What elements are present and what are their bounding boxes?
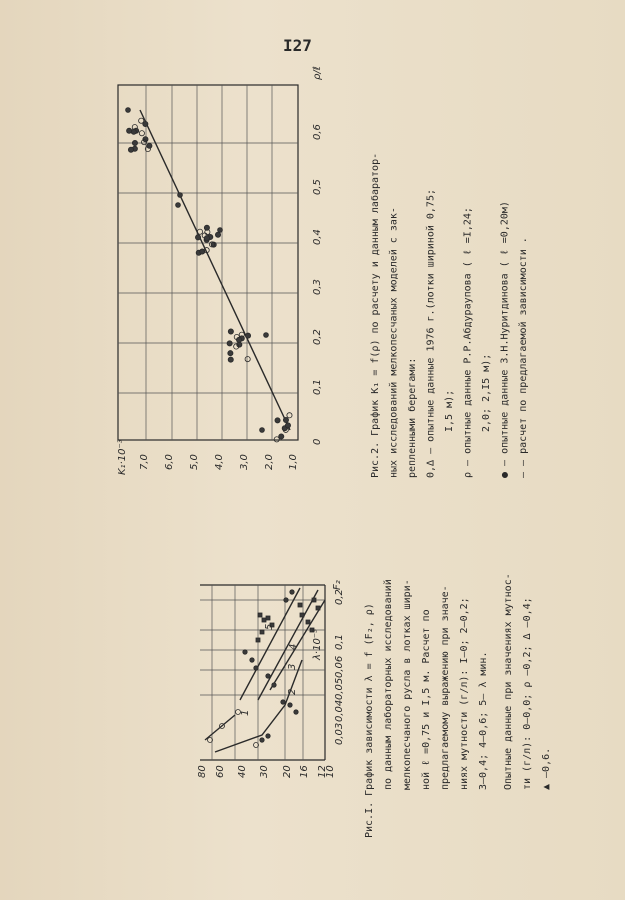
f2-caption-line: 0,∆ – опытные данные 1976 г.(лотки шириной 0,75; [425, 189, 437, 478]
f1-ytick-label: 80 [197, 765, 208, 778]
f2-xtick-label: 0,5 [312, 179, 323, 195]
f1-caption-line: мелкопесчаного русла в лотках шири- [402, 579, 413, 790]
f2-point [227, 341, 232, 346]
f1-xtick-label: 0,05 [334, 677, 345, 700]
f1-point [306, 620, 310, 624]
f1-point [316, 606, 320, 610]
f1-point [243, 650, 247, 654]
f2-point [204, 236, 209, 241]
f2-point [147, 143, 152, 148]
f2-point [279, 434, 284, 439]
f2-xtick-label: 0,4 [312, 229, 323, 245]
f2-point [264, 333, 269, 338]
f1-point [284, 598, 288, 602]
f2-caption-line: — – расчет по предлагаемой зависимости . [518, 237, 529, 478]
f1-xtick-label: 0,1 [334, 634, 345, 650]
f1-curve-label: 3 [287, 663, 298, 670]
f1-ytick-label: 30 [259, 765, 270, 778]
f1-ylabel: λ·10⁻³ [312, 628, 323, 660]
f2-ytick-label: 3,0 [239, 454, 250, 470]
f2-point [139, 131, 144, 136]
f1-curve-label: 1 [240, 709, 251, 716]
f2-point [197, 229, 202, 234]
f1-curve-label: 2 [287, 688, 298, 695]
f1-point [254, 666, 258, 670]
f2-regression-line [140, 110, 290, 430]
f2-ytick-label: 4,0 [214, 454, 225, 470]
f2-xtick-label: 0,1 [312, 379, 323, 395]
f1-point [294, 710, 298, 714]
f2-point [285, 423, 290, 428]
f2-ytick-label: 6,0 [164, 454, 175, 470]
f2-point [132, 140, 137, 145]
f1-point [312, 598, 316, 602]
f2-point [126, 108, 131, 113]
f2-xtick-label: 0 [312, 438, 323, 445]
f1-curve-label: 5 [264, 623, 275, 630]
figure-1 [200, 585, 325, 760]
f1-point [300, 613, 304, 617]
f2-caption-line: ● – опытные данные З.Н.Нуритдинова ( ℓ =0,20м) [499, 201, 511, 478]
f2-point [236, 337, 241, 342]
f2-point [195, 235, 200, 240]
f2-xtick-label: 0,2 [312, 329, 323, 345]
f2-caption-line: репленными берегами: [407, 357, 418, 478]
f2-point [215, 232, 220, 237]
f2-caption-line: ρ – опытные данные Р.Р.Абдураупова ( ℓ =I,24; [462, 207, 474, 478]
f1-xtick-label: 0,03 [334, 722, 345, 745]
f1-caption-line: Рис.I. График зависимости λ = f (F₂, ρ) [364, 603, 375, 838]
f1-ytick-label: 12 [317, 765, 328, 778]
f2-point [228, 329, 233, 334]
f1-caption-line: Опытные данные при значениях мутнос- [503, 573, 514, 790]
f1-ytick-label: 20 [282, 765, 293, 778]
f1-point [250, 658, 254, 662]
f1-point [288, 703, 292, 707]
f2-ytick-label: 7,0 [139, 454, 150, 470]
f2-caption-line: I,5 м); [444, 389, 455, 432]
f1-xtick-label: 0,2 [334, 589, 345, 605]
f2-point [218, 228, 223, 233]
f2-point [245, 333, 250, 338]
f1-xtick-label: 0,04 [334, 699, 345, 722]
f1-point [290, 590, 294, 594]
f2-ytick-label: 5,0 [189, 454, 200, 470]
f2-caption-line: 2,0; 2,I5 м); [481, 353, 492, 432]
f2-ytick-label: 1,0 [288, 454, 299, 470]
f1-caption-line: ной ℓ =0,75 и I,5 м. Расчет по [421, 609, 432, 790]
f2-point [178, 193, 183, 198]
f1-curve-label: 4 [288, 643, 299, 650]
f2-ytick-label: 2,0 [264, 454, 275, 470]
f2-point [283, 417, 288, 422]
f1-caption-line: ниях мутности (г/л): I—0; 2—0,2; [459, 597, 470, 790]
f2-point [204, 225, 209, 230]
f1-caption-line: предлагаемому выражению при значе- [440, 585, 451, 790]
f2-point [245, 356, 250, 361]
f1-point [272, 683, 276, 687]
f1-caption-line: 3—0,4; 4—0,6; 5— λ мин. [478, 651, 489, 790]
f1-point [266, 734, 270, 738]
f1-point [262, 618, 266, 622]
f2-point [128, 147, 133, 152]
f1-caption-line: ти (г/л): 0—0,0; ρ —0,2; ∆ —0,4; [522, 597, 533, 790]
f2-point [139, 118, 144, 123]
f1-ytick-label: 10 [325, 765, 336, 778]
f2-point [228, 351, 233, 356]
f2-point [176, 203, 181, 208]
f2-caption-line: Рис.2. График K₁ = f(ρ) по расчету и данным лабаратор- [370, 152, 381, 478]
f2-xlabel: ρ/ℓ [312, 66, 323, 80]
f1-caption-line: по данным лабораторных исследований [383, 579, 394, 790]
f2-ylabel: K₁·10⁻³ [117, 439, 128, 475]
figure-2 [118, 85, 298, 442]
f1-xlabel: F₂ [332, 580, 343, 590]
f1-point [266, 674, 270, 678]
f1-point [260, 738, 264, 742]
f2-point [228, 357, 233, 362]
f2-caption-line: ных исследований мелкопесчаных моделей с зак- [388, 207, 400, 478]
f1-ytick-label: 16 [299, 765, 310, 778]
f2-xtick-label: 0,6 [312, 124, 323, 140]
f2-point [260, 428, 265, 433]
f2-xtick-label: 0,3 [312, 279, 323, 295]
f2-point [275, 418, 280, 423]
f1-ytick-label: 40 [237, 765, 248, 778]
f2-point [127, 128, 132, 133]
f1-point [298, 603, 302, 607]
page-number: I27 [283, 36, 312, 55]
f1-point [281, 700, 285, 704]
f2-point [287, 413, 292, 418]
f1-point [258, 613, 262, 617]
f1-caption-line: ▲ —0,6. [541, 747, 552, 790]
f1-point [256, 638, 260, 642]
f1-point [266, 616, 270, 620]
f1-ytick-label: 60 [215, 765, 226, 778]
f1-xtick-label: 0,06 [334, 655, 345, 678]
